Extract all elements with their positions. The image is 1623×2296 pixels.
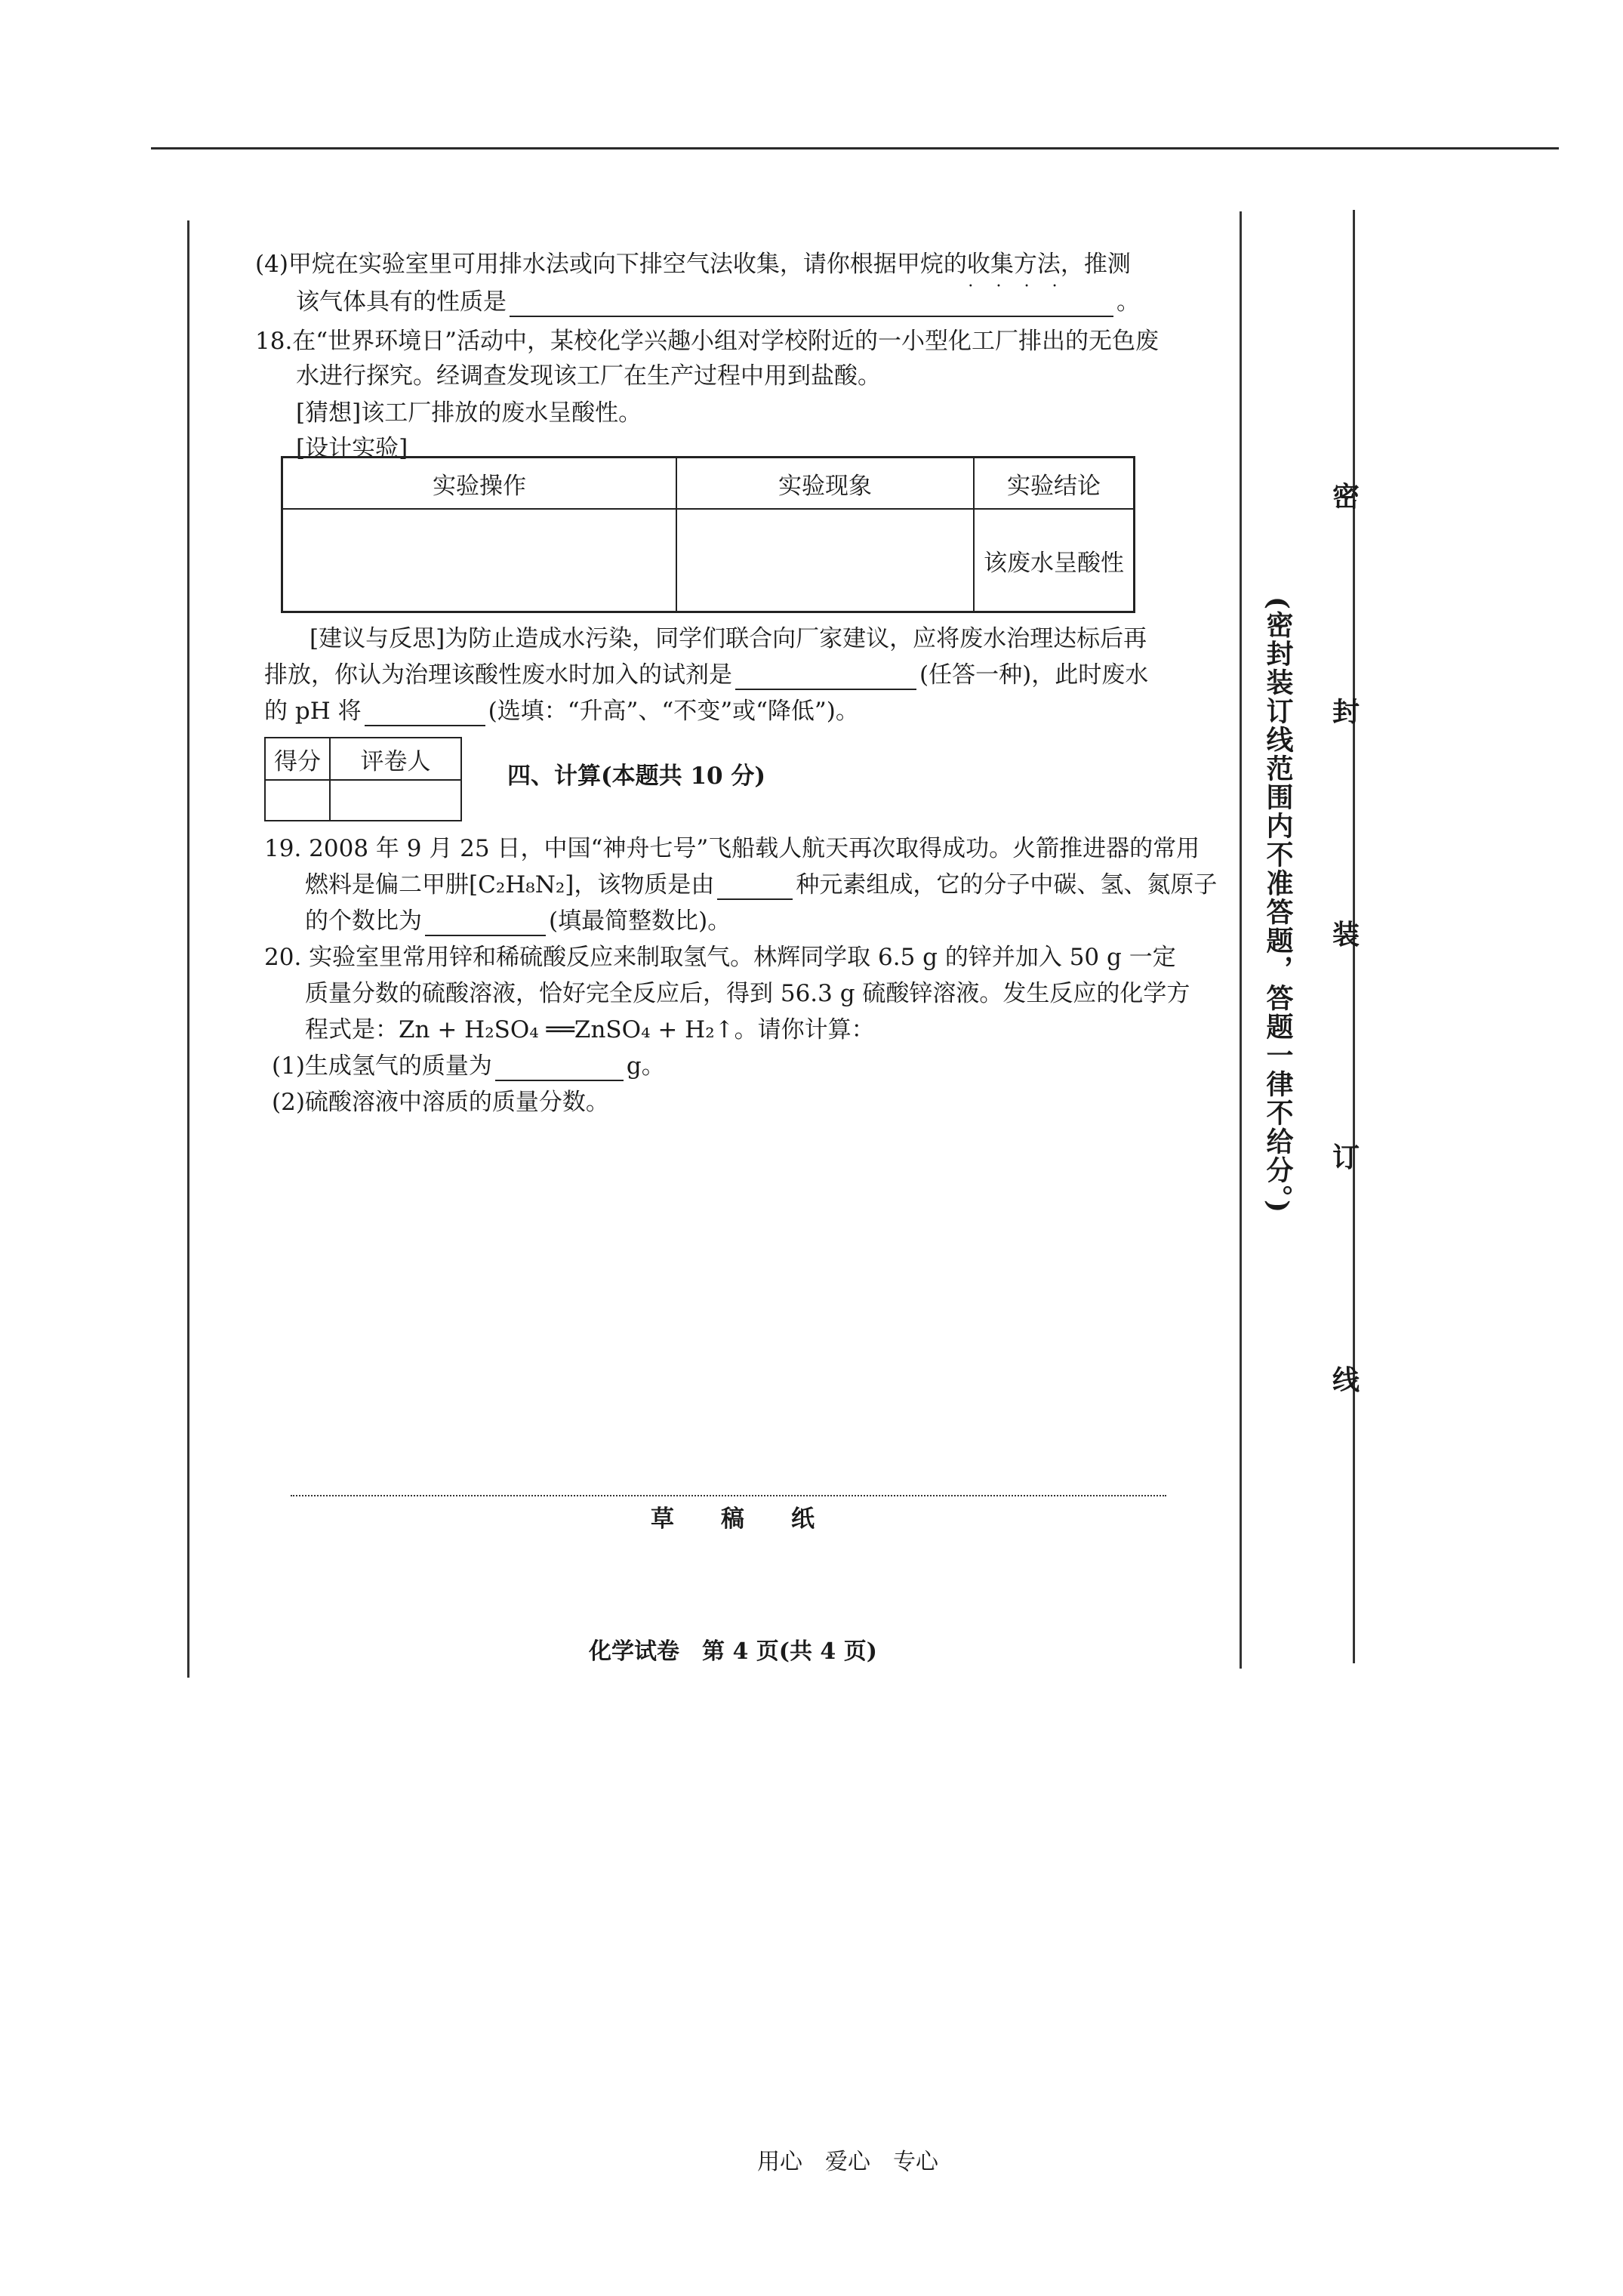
answer-blank[interactable] <box>735 666 916 690</box>
table-header: 实验现象 <box>676 458 974 510</box>
grader-header: 评卷人 <box>330 738 461 780</box>
page-footer: 化学试卷 第 4 页(共 4 页) <box>589 1638 877 1665</box>
draft-separator <box>291 1495 1166 1496</box>
seal-notice: (密封装订线范围内不准答题，答题一律不给分。) <box>1262 596 1294 1215</box>
experiment-table <box>281 456 1135 613</box>
q20-sub1: (1)生成氢气的质量为 g。 <box>272 1052 665 1080</box>
top-rule <box>151 147 1559 149</box>
seal-char: 订 <box>1332 1142 1360 1173</box>
seal-char: 装 <box>1332 919 1360 951</box>
score-box <box>264 737 462 821</box>
draft-label: 草 稿 纸 <box>651 1505 815 1533</box>
q18-guess: [猜想]该工厂排放的废水呈酸性。 <box>296 399 642 427</box>
emphasis-text: 收集方法 • • • • <box>967 251 1061 278</box>
q17-4-line2: 该气体具有的性质是 。 <box>296 288 1140 316</box>
answer-blank[interactable] <box>717 876 793 900</box>
q17-4-line1: (4)甲烷在实验室里可用排水法或向下排空气法收集，请你根据甲烷的收集方法 • • • •，推测 <box>255 249 1131 279</box>
answer-blank[interactable] <box>495 1057 624 1081</box>
seal-char: 封 <box>1332 696 1360 728</box>
score-cell[interactable] <box>265 780 330 821</box>
table-cell-operation[interactable] <box>282 509 677 612</box>
q19-line2: 燃料是偏二甲肼[C₂H₈N₂]，该物质是由 种元素组成，它的分子中碳、氢、氮原子 <box>305 871 1218 898</box>
seal-char: 密 <box>1332 481 1360 513</box>
q20-sub2: (2)硫酸溶液中溶质的质量分数。 <box>272 1089 609 1116</box>
bottom-slogan: 用心 爱心 专心 <box>757 2149 938 2175</box>
answer-blank[interactable] <box>510 293 1113 317</box>
q20-line3: 程式是：Zn + H₂SO₄ ══ZnSO₄ + H₂↑。请你计算： <box>305 1016 875 1043</box>
right-margin-line <box>1240 211 1242 1669</box>
left-margin-line <box>187 220 189 1678</box>
q18-reflect3: 的 pH 将 (选填：“升高”、“不变”或“降低”)。 <box>264 698 859 725</box>
table-header: 实验操作 <box>282 458 677 510</box>
table-cell-phenomenon[interactable] <box>676 509 974 612</box>
section-title: 四、计算(本题共 10 分) <box>507 763 766 790</box>
q19-line1: 19. 2008 年 9 月 25 日，中国“神舟七号”飞船载人航天再次取得成功。火箭推进器的常用 <box>264 835 1200 862</box>
grader-cell[interactable] <box>330 780 461 821</box>
q19-line3: 的个数比为 (填最简整数比)。 <box>305 908 731 935</box>
answer-blank[interactable] <box>425 912 546 936</box>
q18-reflect2: 排放，你认为治理该酸性废水时加入的试剂是 (任答一种)，此时废水 <box>264 661 1149 689</box>
table-cell-conclusion: 该废水呈酸性 <box>974 509 1135 612</box>
q18-design: [设计实验] <box>296 435 408 462</box>
q18-reflect1: [建议与反思]为防止造成水污染，同学们联合向厂家建议，应将废水治理达标后再 <box>310 625 1147 652</box>
score-header: 得分 <box>265 738 330 780</box>
q18-line1: 18.在“世界环境日”活动中，某校化学兴趣小组对学校附近的一小型化工厂排出的无色废 <box>255 328 1159 355</box>
answer-blank[interactable] <box>365 702 485 726</box>
table-header: 实验结论 <box>974 458 1135 510</box>
q20-line2: 质量分数的硫酸溶液，恰好完全反应后，得到 56.3 g 硫酸锌溶液。发生反应的化学方 <box>305 980 1190 1007</box>
q18-line2: 水进行探究。经调查发现该工厂在生产过程中用到盐酸。 <box>296 362 881 390</box>
seal-char: 线 <box>1332 1364 1360 1396</box>
q20-line1: 20. 实验室里常用锌和稀硫酸反应来制取氢气。林辉同学取 6.5 g 的锌并加入 50 g 一定 <box>264 944 1176 971</box>
